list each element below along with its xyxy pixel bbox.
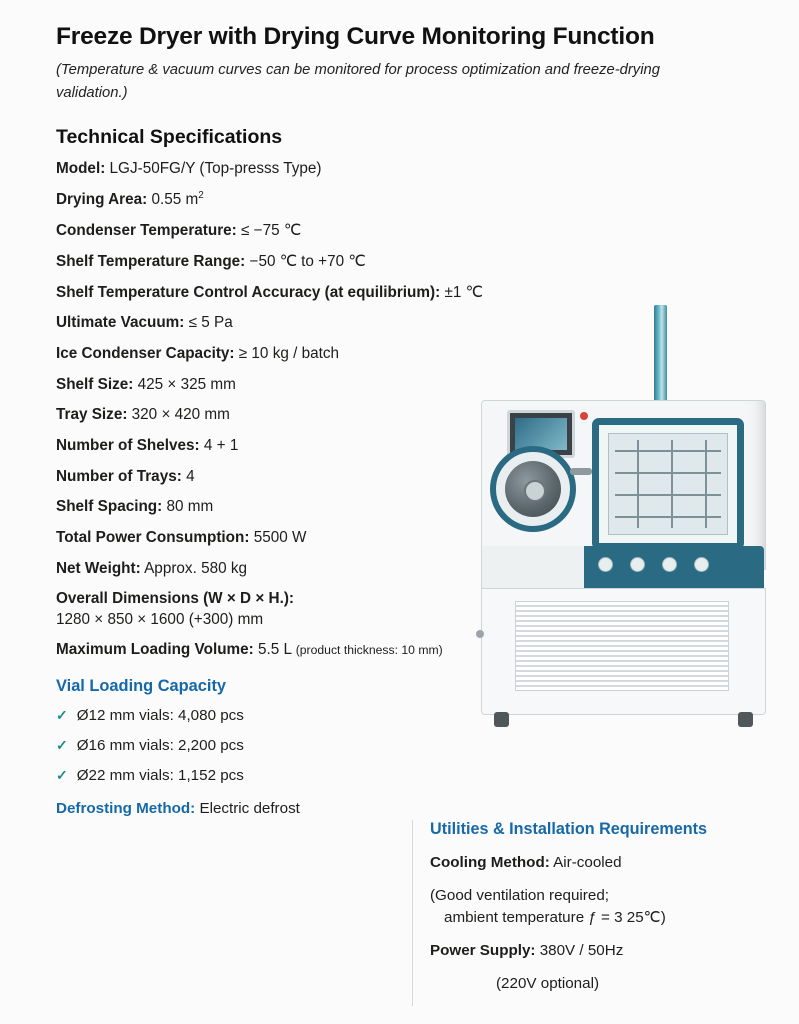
- spec-key: Number of Shelves:: [56, 437, 200, 455]
- spec-item-shelf-temperature-accuracy: [56, 283, 486, 303]
- control-knob: [694, 557, 709, 572]
- drying-chamber-door: [592, 418, 744, 550]
- spec-item-overall-dimensions: [56, 589, 486, 629]
- spec-key: Total Power Consumption:: [56, 529, 250, 547]
- spec-key: Shelf Temperature Control Accuracy (at equilibrium):: [56, 283, 441, 301]
- spec-value: 4 + 1: [203, 437, 239, 455]
- chamber-post: [671, 440, 673, 528]
- spec-value-note: (product thickness: 10 mm): [295, 643, 443, 658]
- spec-value: 1280 × 850 × 1600 (+300) mm: [56, 610, 264, 628]
- door-handle: [570, 468, 592, 475]
- condenser-round-door: [490, 446, 576, 532]
- spec-item-net-weight: [56, 559, 486, 579]
- power-supply-key: Power Supply:: [430, 942, 536, 960]
- defrosting-method-value: Electric defrost: [199, 799, 300, 817]
- vial-loading-capacity-heading: Vial Loading Capacity: [56, 676, 227, 695]
- spec-item-number-of-shelves: [56, 436, 486, 456]
- cooling-method: [430, 852, 782, 874]
- power-supply: [430, 940, 782, 962]
- spec-item-number-of-trays: [56, 467, 486, 487]
- spec-value: −50 ℃ to +70 ℃: [249, 252, 366, 270]
- spec-item-condenser-temperature: [56, 221, 486, 241]
- spec-item-maximum-loading-volume: [56, 640, 486, 660]
- control-knob: [598, 557, 613, 572]
- page-subtitle: (Temperature & vacuum curves can be monitored for process optimization and freeze-drying validation.): [56, 62, 660, 101]
- spec-value: 425 × 325 mm: [137, 375, 236, 393]
- spec-item-shelf-size: [56, 375, 486, 395]
- spec-key: Model:: [56, 159, 106, 177]
- machine-control-band: [584, 546, 764, 588]
- specifications-list: [56, 159, 486, 661]
- spec-value: Approx. 580 kg: [144, 559, 248, 577]
- list-item: [56, 767, 765, 784]
- spec-key: Shelf Size:: [56, 375, 134, 393]
- condenser-door-hub: [524, 480, 546, 502]
- spec-value: ≤ −75 ℃: [241, 222, 302, 240]
- vial-item-label: Ø16 mm vials: 2,200 pcs: [76, 736, 244, 754]
- spec-key: Drying Area:: [56, 191, 148, 209]
- control-knob: [630, 557, 645, 572]
- exhaust-pipe: [654, 305, 667, 405]
- vial-item-label: Ø22 mm vials: 1,152 pcs: [76, 766, 244, 784]
- defrosting-method-key: Defrosting Method:: [56, 799, 196, 817]
- spec-value: LGJ-50FG/Y (Top-presss Type): [109, 159, 322, 177]
- spec-value-superscript: 2: [198, 190, 204, 202]
- drying-chamber-interior: [608, 433, 728, 535]
- control-knob-row: [598, 557, 709, 572]
- spec-value: 0.55 m: [151, 191, 199, 209]
- cooling-method-note: [430, 885, 782, 929]
- control-knob: [662, 557, 677, 572]
- machine-base: [481, 588, 766, 715]
- spec-key: Tray Size:: [56, 406, 128, 424]
- spec-item-ultimate-vacuum: [56, 313, 486, 333]
- check-icon: ✓: [56, 766, 68, 783]
- spec-key: Ultimate Vacuum:: [56, 314, 185, 332]
- power-supply-option: (220V optional): [496, 975, 600, 993]
- spec-value: ≤ 5 Pa: [188, 314, 233, 332]
- spec-item-shelf-temperature-range: [56, 252, 486, 272]
- utilities-heading: Utilities & Installation Requirements: [430, 820, 708, 838]
- spec-item-drying-area: [56, 189, 486, 210]
- spec-item-ice-condenser-capacity: [56, 344, 486, 364]
- cooling-note-line-1: (Good ventilation required;: [430, 887, 609, 905]
- spec-item-total-power-consumption: [56, 528, 486, 548]
- vial-item-label: Ø12 mm vials: 4,080 pcs: [76, 706, 244, 724]
- side-port: [476, 630, 484, 638]
- defrosting-method: [56, 800, 765, 817]
- spec-value: ≥ 10 kg / batch: [238, 344, 340, 362]
- check-icon: ✓: [56, 736, 68, 753]
- spec-key: Maximum Loading Volume:: [56, 641, 254, 659]
- check-icon: ✓: [56, 706, 68, 723]
- technical-specifications-heading: Technical Specifications: [56, 125, 283, 148]
- spec-item-tray-size: [56, 405, 486, 425]
- spec-value: ±1 ℃: [444, 283, 483, 301]
- spec-key: Ice Condenser Capacity:: [56, 344, 235, 362]
- chamber-post: [637, 440, 639, 528]
- spec-value: 5500 W: [253, 529, 307, 547]
- spec-value: 80 mm: [166, 498, 214, 516]
- machine-left-panel: [481, 546, 586, 588]
- spec-key: Net Weight:: [56, 559, 141, 577]
- spec-value: 5.5 L: [258, 641, 292, 659]
- power-supply-value: 380V / 50Hz: [539, 942, 624, 960]
- spec-item-model: [56, 159, 486, 179]
- spec-key: Shelf Spacing:: [56, 498, 163, 516]
- caster-wheel: [494, 712, 509, 727]
- spec-key: Number of Trays:: [56, 467, 182, 485]
- page-title: Freeze Dryer with Drying Curve Monitoring Function: [56, 23, 655, 50]
- caster-wheel: [738, 712, 753, 727]
- spec-item-shelf-spacing: [56, 497, 486, 517]
- spec-key: Shelf Temperature Range:: [56, 252, 246, 270]
- cooling-note-line-2: ambient temperature ƒ = 3 25℃): [444, 909, 666, 927]
- hmi-display: [515, 418, 567, 450]
- freeze-dryer-machine-image: [452, 300, 782, 740]
- cooling-method-value: Air-cooled: [553, 854, 622, 871]
- spec-value: 4: [186, 467, 195, 485]
- spec-value: 320 × 420 mm: [131, 406, 230, 424]
- ventilation-grille: [515, 601, 729, 691]
- spec-key: Condenser Temperature:: [56, 222, 237, 240]
- utilities-column: [412, 820, 782, 1006]
- spec-key: Overall Dimensions (W × D × H.):: [56, 590, 295, 608]
- cooling-method-key: Cooling Method:: [430, 854, 550, 871]
- chamber-post: [705, 440, 707, 528]
- status-indicator-light: [580, 412, 588, 420]
